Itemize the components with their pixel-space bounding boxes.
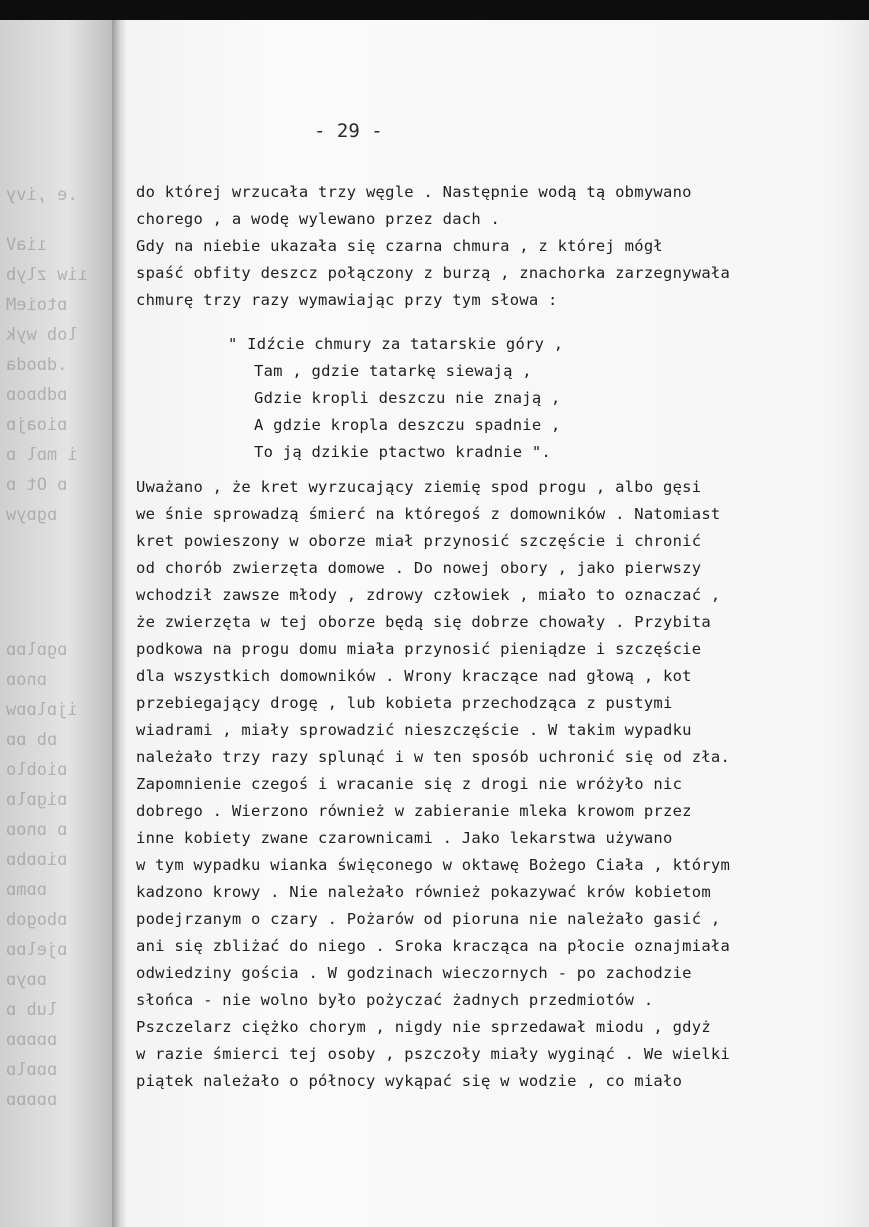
text-line: spaść obfity deszcz połączony z burzą , znachorka zarzegnywała bbox=[136, 264, 731, 282]
text-line: chorego , a wodę wylewano przez dach . bbox=[136, 210, 501, 228]
poem-line: Tam , gdzie tatarkę siewają , bbox=[254, 362, 532, 380]
text-line: kret powieszony w oborze miał przynosić szczęście i chronić bbox=[136, 532, 702, 550]
text-line: Gdy na niebie ukazała się czarna chmura , z której mógł bbox=[136, 237, 663, 255]
text-line: przebiegający drogę , lub kobieta przechodząca z pustymi bbox=[136, 694, 673, 712]
scan-top-edge bbox=[0, 0, 869, 20]
poem-line: Gdzie kropli deszczu nie znają , bbox=[254, 389, 561, 407]
text-line: w razie śmierci tej osoby , pszczoły miały wyginąć . We wielki bbox=[136, 1045, 731, 1063]
text-line: kadzono krowy . Nie należało również pokazywać krów kobietom bbox=[136, 883, 711, 901]
text-line: odwiedziny gościa . W godzinach wieczornych - po zachodzie bbox=[136, 964, 692, 982]
document-page bbox=[126, 20, 869, 1227]
text-line: ani się zbliżać do niego . Sroka kracząca na płocie oznajmiała bbox=[136, 937, 731, 955]
previous-page-edge: .e ,ivy ıiaV ıiw zlyb ɒtoieM lob wyk .dɒoda ɒdbɒoɒ ɒioajɒ i mɒl ɒ ɒ Ot ɒ ɒgɒyw ɒgɒlɒɒ ɒnoɒ ijɒlɒɒw ɒb ɒɒ ɒioblo ɒigɒlɒ ɒ ɒnoɒ ɒiɒɒbɒ ɒɒmɒ ɒbogob ɒjelɒɒ ɒɒyɒ lub ɒ ɒɒɒɒɒ ɒɒɒlɒ ɒɒɒɒɒ bbox=[0, 20, 112, 1227]
text-line: że zwierzęta w tej oborze będą się dobrze chowały . Przybita bbox=[136, 613, 711, 631]
page-shadow bbox=[829, 20, 869, 1227]
text-line: od chorób zwierzęta domowe . Do nowej obory , jako pierwszy bbox=[136, 559, 702, 577]
poem-line: A gdzie kropla deszczu spadnie , bbox=[254, 416, 561, 434]
text-line: wiadrami , miały sprowadzić nieszczęście . W takim wypadku bbox=[136, 721, 692, 739]
page-number: - 29 - bbox=[314, 120, 383, 142]
poem-line: To ją dzikie ptactwo kradnie ". bbox=[254, 443, 552, 461]
text-line: podejrzanym o czary . Pożarów od pioruna nie należało gasić , bbox=[136, 910, 721, 928]
text-line: Zapomnienie czegoś i wracanie się z drogi nie wróżyło nic bbox=[136, 775, 683, 793]
text-line: dla wszystkich domowników . Wrony kraczące nad głową , kot bbox=[136, 667, 692, 685]
text-line: Pszczelarz ciężko chorym , nigdy nie sprzedawał miodu , gdyż bbox=[136, 1018, 711, 1036]
text-line: słońca - nie wolno było pożyczać żadnych przedmiotów . bbox=[136, 991, 654, 1009]
poem-line: " Idźcie chmury za tatarskie góry , bbox=[228, 335, 564, 353]
text-line: w tym wypadku wianka święconego w oktawę Bożego Ciała , którym bbox=[136, 856, 731, 874]
text-line: chmurę trzy razy wymawiając przy tym słowa : bbox=[136, 291, 558, 309]
text-line: podkowa na progu domu miała przynosić pieniądze i szczęście bbox=[136, 640, 702, 658]
text-line: we śnie sprowadzą śmierć na któregoś z domowników . Natomiast bbox=[136, 505, 721, 523]
text-line: inne kobiety zwane czarownicami . Jako lekarstwa używano bbox=[136, 829, 673, 847]
text-line: do której wrzucała trzy węgle . Następnie wodą tą obmywano bbox=[136, 183, 692, 201]
text-line: wchodził zawsze młody , zdrowy człowiek , miało to oznaczać , bbox=[136, 586, 721, 604]
text-line: Uważano , że kret wyrzucający ziemię spod progu , albo gęsi bbox=[136, 478, 702, 496]
text-line: piątek należało o północy wykąpać się w wodzie , co miało bbox=[136, 1072, 683, 1090]
book-spine-gutter bbox=[112, 20, 126, 1227]
text-line: należało trzy razy splunąć i w ten sposób uchronić się od zła. bbox=[136, 748, 731, 766]
text-line: dobrego . Wierzono również w zabieranie mleka krowom przez bbox=[136, 802, 692, 820]
